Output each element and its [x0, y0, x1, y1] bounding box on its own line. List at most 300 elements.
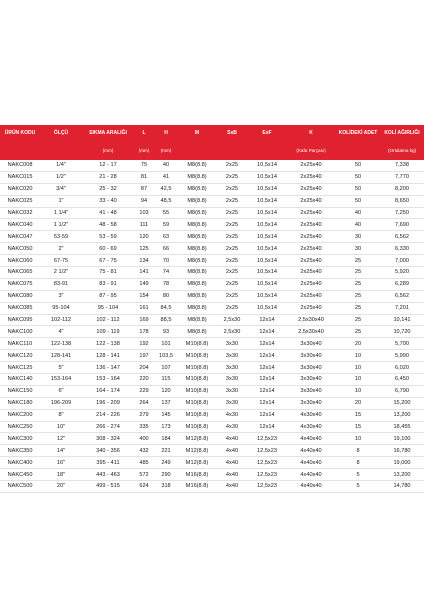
- table-cell: 6,330: [380, 243, 424, 255]
- table-cell: NAKC032: [0, 207, 40, 219]
- table-cell: 25: [336, 290, 380, 302]
- table-cell: NAKC065: [0, 267, 40, 279]
- table-cell: 2x25: [216, 171, 248, 183]
- table-cell: M10(8.8): [178, 421, 216, 433]
- table-cell: 111: [134, 219, 154, 231]
- table-cell: 14": [40, 445, 82, 457]
- table-cell: 128-141: [40, 350, 82, 362]
- table-cell: 4": [40, 326, 82, 338]
- table-cell: 395 - 411: [82, 457, 134, 469]
- product-spec-sheet: [0, 125, 424, 493]
- table-cell: 15: [336, 409, 380, 421]
- table-cell: M8(8.8): [178, 195, 216, 207]
- table-cell: 12,5x23: [248, 433, 286, 445]
- table-cell: NAKC500: [0, 481, 40, 493]
- table-cell: 2x25: [216, 195, 248, 207]
- table-cell: 30: [336, 243, 380, 255]
- table-cell: NAKC450: [0, 469, 40, 481]
- table-cell: 4x30: [216, 421, 248, 433]
- table-cell: 2x25: [216, 207, 248, 219]
- table-cell: 173: [154, 421, 178, 433]
- table-cell: 20": [40, 481, 82, 493]
- table-cell: 3": [40, 290, 82, 302]
- column-header: ExF: [248, 125, 286, 142]
- column-header: M: [178, 125, 216, 142]
- table-cell: 107: [154, 362, 178, 374]
- table-cell: 308 - 324: [82, 433, 134, 445]
- table-cell: 5: [336, 469, 380, 481]
- table-cell: M12(8.8): [178, 457, 216, 469]
- table-cell: M12(8.8): [178, 433, 216, 445]
- table-cell: 169: [134, 314, 154, 326]
- table-cell: NAKC100: [0, 326, 40, 338]
- table-cell: 141: [134, 267, 154, 279]
- table-cell: 84,5: [154, 302, 178, 314]
- table-cell: 197: [134, 350, 154, 362]
- table-cell: 2 1/2": [40, 267, 82, 279]
- table-cell: NAKC047: [0, 231, 40, 243]
- table-cell: 10,5x14: [248, 243, 286, 255]
- table-cell: 2x25x40: [286, 160, 336, 171]
- table-cell: NAKC080: [0, 290, 40, 302]
- table-cell: M8(8.8): [178, 231, 216, 243]
- table-cell: 178: [134, 326, 154, 338]
- table-cell: M8(8.8): [178, 302, 216, 314]
- table-cell: 10: [336, 362, 380, 374]
- table-cell: NAKC110: [0, 338, 40, 350]
- table-cell: 42,5: [154, 183, 178, 195]
- table-row: [0, 350, 424, 362]
- table-row: [0, 219, 424, 231]
- table-cell: 3x30x40: [286, 362, 336, 374]
- table-cell: 10: [336, 433, 380, 445]
- table-cell: 7,000: [380, 255, 424, 267]
- table-cell: 12x14: [248, 374, 286, 386]
- column-header: SxB: [216, 125, 248, 142]
- table-cell: 10,5x14: [248, 278, 286, 290]
- table-cell: 48 - 58: [82, 219, 134, 231]
- table-cell: 12x14: [248, 362, 286, 374]
- table-cell: NAKC085: [0, 302, 40, 314]
- table-cell: NAKC008: [0, 160, 40, 171]
- table-cell: 184: [154, 433, 178, 445]
- table-cell: 6,020: [380, 362, 424, 374]
- table-cell: NAKC060: [0, 255, 40, 267]
- table-cell: 7,250: [380, 207, 424, 219]
- table-cell: M12(8.8): [178, 445, 216, 457]
- table-cell: 10: [336, 385, 380, 397]
- table-row: [0, 385, 424, 397]
- table-cell: 70: [154, 255, 178, 267]
- table-cell: 12,5x23: [248, 445, 286, 457]
- column-unit-label: [336, 142, 380, 160]
- table-cell: 6,790: [380, 385, 424, 397]
- table-cell: 10: [336, 350, 380, 362]
- table-cell: 12x14: [248, 409, 286, 421]
- table-cell: 40: [154, 160, 178, 171]
- table-cell: 20: [336, 338, 380, 350]
- table-cell: 12x14: [248, 350, 286, 362]
- table-cell: 3x30: [216, 385, 248, 397]
- table-cell: 20: [336, 397, 380, 409]
- table-cell: 2x25: [216, 267, 248, 279]
- table-cell: 93: [154, 326, 178, 338]
- table-cell: NAKC025: [0, 195, 40, 207]
- table-cell: 95-104: [40, 302, 82, 314]
- table-cell: 12,5x23: [248, 457, 286, 469]
- table-cell: 340 - 356: [82, 445, 134, 457]
- table-cell: 67-75: [40, 255, 82, 267]
- table-cell: 10,5x14: [248, 255, 286, 267]
- table-cell: 2x25x40: [286, 231, 336, 243]
- table-cell: 50: [336, 183, 380, 195]
- table-cell: 81: [134, 171, 154, 183]
- table-cell: 12x14: [248, 338, 286, 350]
- table-cell: 4x40x40: [286, 469, 336, 481]
- column-unit-label: (mm): [134, 142, 154, 160]
- table-row: [0, 255, 424, 267]
- table-cell: 30: [336, 231, 380, 243]
- table-cell: 21 - 28: [82, 171, 134, 183]
- table-cell: 19,000: [380, 457, 424, 469]
- table-cell: 2x25: [216, 302, 248, 314]
- table-row: [0, 445, 424, 457]
- table-cell: 2x25x40: [286, 207, 336, 219]
- table-cell: 10,5x14: [248, 207, 286, 219]
- table-cell: 87: [134, 183, 154, 195]
- table-cell: 10,5x14: [248, 183, 286, 195]
- table-cell: 12x14: [248, 326, 286, 338]
- table-cell: 59: [154, 219, 178, 231]
- table-cell: 25: [336, 302, 380, 314]
- table-cell: 6": [40, 385, 82, 397]
- table-cell: 3x30x40: [286, 350, 336, 362]
- table-cell: 1 1/4": [40, 207, 82, 219]
- table-cell: 3/4": [40, 183, 82, 195]
- table-cell: 50: [336, 171, 380, 183]
- table-cell: 6,562: [380, 231, 424, 243]
- table-cell: M10(8.8): [178, 385, 216, 397]
- table-cell: M8(8.8): [178, 183, 216, 195]
- table-cell: 5,990: [380, 350, 424, 362]
- table-cell: 137: [154, 397, 178, 409]
- table-cell: 318: [154, 481, 178, 493]
- table-cell: 16": [40, 457, 82, 469]
- table-row: [0, 231, 424, 243]
- table-cell: 75 - 81: [82, 267, 134, 279]
- table-cell: 33 - 40: [82, 195, 134, 207]
- table-row: [0, 290, 424, 302]
- table-row: [0, 421, 424, 433]
- table-cell: 25 - 32: [82, 183, 134, 195]
- table-cell: 19,100: [380, 433, 424, 445]
- table-cell: 2x25x40: [286, 255, 336, 267]
- table-cell: 2x25x40: [286, 243, 336, 255]
- table-cell: M8(8.8): [178, 267, 216, 279]
- table-cell: NAKC050: [0, 243, 40, 255]
- table-cell: 15: [336, 421, 380, 433]
- table-cell: M8(8.8): [178, 278, 216, 290]
- table-cell: M10(8.8): [178, 374, 216, 386]
- table-cell: NAKC075: [0, 278, 40, 290]
- table-cell: M10(8.8): [178, 409, 216, 421]
- table-cell: M10(8.8): [178, 338, 216, 350]
- table-cell: 75: [134, 160, 154, 171]
- table-cell: 4x40x40: [286, 481, 336, 493]
- table-cell: 16,780: [380, 445, 424, 457]
- table-cell: 18,455: [380, 421, 424, 433]
- table-row: [0, 338, 424, 350]
- table-cell: 153 - 164: [82, 374, 134, 386]
- table-cell: 2x25x40: [286, 171, 336, 183]
- table-row: [0, 374, 424, 386]
- table-cell: 290: [154, 469, 178, 481]
- table-cell: 87 - 95: [82, 290, 134, 302]
- table-cell: 10,5x14: [248, 219, 286, 231]
- table-cell: 8": [40, 409, 82, 421]
- table-cell: M10(8.8): [178, 397, 216, 409]
- table-cell: M16(8.8): [178, 481, 216, 493]
- column-header: SIKMA ARALIĞI: [82, 125, 134, 142]
- table-cell: 25: [336, 326, 380, 338]
- table-cell: 432: [134, 445, 154, 457]
- table-cell: 103,5: [154, 350, 178, 362]
- table-cell: 10,5x14: [248, 160, 286, 171]
- table-cell: 8: [336, 457, 380, 469]
- table-cell: 10,720: [380, 326, 424, 338]
- table-cell: NAKC125: [0, 362, 40, 374]
- table-cell: 2x25x40: [286, 195, 336, 207]
- table-cell: 2,5x30: [216, 314, 248, 326]
- table-subheader-row: [0, 142, 424, 160]
- table-cell: M8(8.8): [178, 290, 216, 302]
- table-cell: 2x25: [216, 219, 248, 231]
- table-cell: 4x40: [216, 433, 248, 445]
- column-header: KOLİ AĞIRLIĞI: [380, 125, 424, 142]
- table-cell: M10(8.8): [178, 350, 216, 362]
- table-cell: 25: [336, 267, 380, 279]
- table-cell: 120: [154, 385, 178, 397]
- column-unit-label: [178, 142, 216, 160]
- table-cell: 3x30x40: [286, 338, 336, 350]
- table-cell: 1 1/2": [40, 219, 82, 231]
- table-cell: 14,780: [380, 481, 424, 493]
- table-cell: 10,5x14: [248, 267, 286, 279]
- column-unit-label: (mm): [82, 142, 134, 160]
- table-cell: 3x30: [216, 374, 248, 386]
- table-cell: 400: [134, 433, 154, 445]
- column-unit-label: (mm): [154, 142, 178, 160]
- table-cell: NAKC200: [0, 409, 40, 421]
- table-cell: 221: [154, 445, 178, 457]
- table-cell: 15,200: [380, 397, 424, 409]
- table-cell: 149: [134, 278, 154, 290]
- column-unit-label: [248, 142, 286, 160]
- table-cell: 122-138: [40, 338, 82, 350]
- table-cell: NAKC300: [0, 433, 40, 445]
- table-cell: 485: [134, 457, 154, 469]
- table-row: [0, 302, 424, 314]
- table-cell: 2x25: [216, 243, 248, 255]
- table-row: [0, 314, 424, 326]
- table-cell: 7,690: [380, 219, 424, 231]
- table-cell: 83 - 91: [82, 278, 134, 290]
- table-cell: 8: [336, 445, 380, 457]
- table-cell: 63: [154, 231, 178, 243]
- table-cell: 4x40x40: [286, 433, 336, 445]
- table-cell: 53 - 59: [82, 231, 134, 243]
- table-cell: 6,450: [380, 374, 424, 386]
- table-cell: 7,770: [380, 171, 424, 183]
- table-cell: NAKC015: [0, 171, 40, 183]
- table-cell: 67 - 75: [82, 255, 134, 267]
- table-cell: M8(8.8): [178, 326, 216, 338]
- table-cell: 53-59: [40, 231, 82, 243]
- table-cell: 134: [134, 255, 154, 267]
- table-cell: 572: [134, 469, 154, 481]
- table-cell: 10,141: [380, 314, 424, 326]
- table-cell: 2x25: [216, 278, 248, 290]
- table-cell: 5": [40, 362, 82, 374]
- table-cell: 12x14: [248, 314, 286, 326]
- column-header: K: [286, 125, 336, 142]
- column-header: KOLİDEKİ ADET: [336, 125, 380, 142]
- table-cell: 2x25x40: [286, 290, 336, 302]
- table-row: [0, 409, 424, 421]
- table-cell: 6,289: [380, 278, 424, 290]
- table-cell: 4x40x40: [286, 445, 336, 457]
- table-cell: 10,5x14: [248, 302, 286, 314]
- table-cell: NAKC180: [0, 397, 40, 409]
- table-cell: 10,5x14: [248, 171, 286, 183]
- table-cell: 443 - 463: [82, 469, 134, 481]
- table-cell: 13,200: [380, 409, 424, 421]
- table-cell: 164 - 174: [82, 385, 134, 397]
- table-cell: 7,201: [380, 302, 424, 314]
- table-cell: 50: [336, 160, 380, 171]
- table-cell: M8(8.8): [178, 219, 216, 231]
- table-cell: 266 - 274: [82, 421, 134, 433]
- column-unit-label: [0, 142, 40, 160]
- table-cell: 25: [336, 278, 380, 290]
- table-body: [0, 160, 424, 492]
- table-cell: NAKC120: [0, 350, 40, 362]
- table-row: [0, 243, 424, 255]
- table-cell: 5: [336, 481, 380, 493]
- table-cell: 4x30x40: [286, 409, 336, 421]
- table-cell: 220: [134, 374, 154, 386]
- table-cell: 145: [154, 409, 178, 421]
- column-unit-label: [40, 142, 82, 160]
- table-cell: 120: [134, 231, 154, 243]
- table-cell: 109 - 119: [82, 326, 134, 338]
- column-header: H: [154, 125, 178, 142]
- table-cell: 3x30: [216, 338, 248, 350]
- table-cell: 10: [336, 374, 380, 386]
- table-cell: 12": [40, 433, 82, 445]
- table-cell: 103: [134, 207, 154, 219]
- table-cell: NAKC095: [0, 314, 40, 326]
- table-cell: 41 - 48: [82, 207, 134, 219]
- table-cell: 2,5x30: [216, 326, 248, 338]
- table-row: [0, 160, 424, 171]
- table-cell: 2x25x40: [286, 267, 336, 279]
- table-cell: 40: [336, 207, 380, 219]
- table-row: [0, 195, 424, 207]
- table-cell: 4x30: [216, 409, 248, 421]
- table-cell: 2x25: [216, 183, 248, 195]
- column-header: L: [134, 125, 154, 142]
- table-cell: NAKC400: [0, 457, 40, 469]
- table-cell: 5,700: [380, 338, 424, 350]
- table-cell: NAKC140: [0, 374, 40, 386]
- table-cell: 4x40: [216, 457, 248, 469]
- table-cell: M8(8.8): [178, 207, 216, 219]
- table-cell: 95 - 104: [82, 302, 134, 314]
- table-cell: 192: [134, 338, 154, 350]
- table-cell: 136 - 147: [82, 362, 134, 374]
- table-row: [0, 481, 424, 493]
- table-cell: 50: [336, 195, 380, 207]
- table-cell: 161: [134, 302, 154, 314]
- table-cell: 41: [154, 171, 178, 183]
- table-cell: 2": [40, 243, 82, 255]
- table-cell: 125: [134, 243, 154, 255]
- table-cell: 624: [134, 481, 154, 493]
- table-cell: NAKC350: [0, 445, 40, 457]
- column-header: ÖLÇÜ: [40, 125, 82, 142]
- column-unit-label: (Ortalama kg): [380, 142, 424, 160]
- table-cell: 3x30x40: [286, 397, 336, 409]
- table-cell: 115: [154, 374, 178, 386]
- table-cell: 55: [154, 207, 178, 219]
- table-cell: 4x40: [216, 469, 248, 481]
- column-unit-label: [216, 142, 248, 160]
- table-row: [0, 183, 424, 195]
- table-cell: 94: [134, 195, 154, 207]
- table-row: [0, 171, 424, 183]
- table-cell: 12,5x23: [248, 481, 286, 493]
- table-cell: 4x40: [216, 445, 248, 457]
- table-cell: 48,5: [154, 195, 178, 207]
- table-cell: 8,650: [380, 195, 424, 207]
- table-cell: 10,5x14: [248, 195, 286, 207]
- column-unit-label: (Kafa Parçası): [286, 142, 336, 160]
- table-cell: 78: [154, 278, 178, 290]
- table-cell: 83-91: [40, 278, 82, 290]
- table-cell: 3x30x40: [286, 385, 336, 397]
- table-row: [0, 267, 424, 279]
- table-cell: 2,5x30x40: [286, 314, 336, 326]
- table-cell: 2x25x40: [286, 278, 336, 290]
- table-cell: 40: [336, 219, 380, 231]
- table-cell: 6,562: [380, 290, 424, 302]
- table-cell: NAKC020: [0, 183, 40, 195]
- table-cell: M8(8.8): [178, 255, 216, 267]
- table-cell: 80: [154, 290, 178, 302]
- table-row: [0, 457, 424, 469]
- table-cell: 7,338: [380, 160, 424, 171]
- table-cell: 214 - 226: [82, 409, 134, 421]
- table-cell: 10,5x14: [248, 290, 286, 302]
- table-cell: 122 - 138: [82, 338, 134, 350]
- table-cell: 3x30: [216, 350, 248, 362]
- table-cell: 18": [40, 469, 82, 481]
- table-cell: 2x25x40: [286, 183, 336, 195]
- table-cell: 102-112: [40, 314, 82, 326]
- table-cell: M8(8.8): [178, 243, 216, 255]
- table-cell: 499 - 515: [82, 481, 134, 493]
